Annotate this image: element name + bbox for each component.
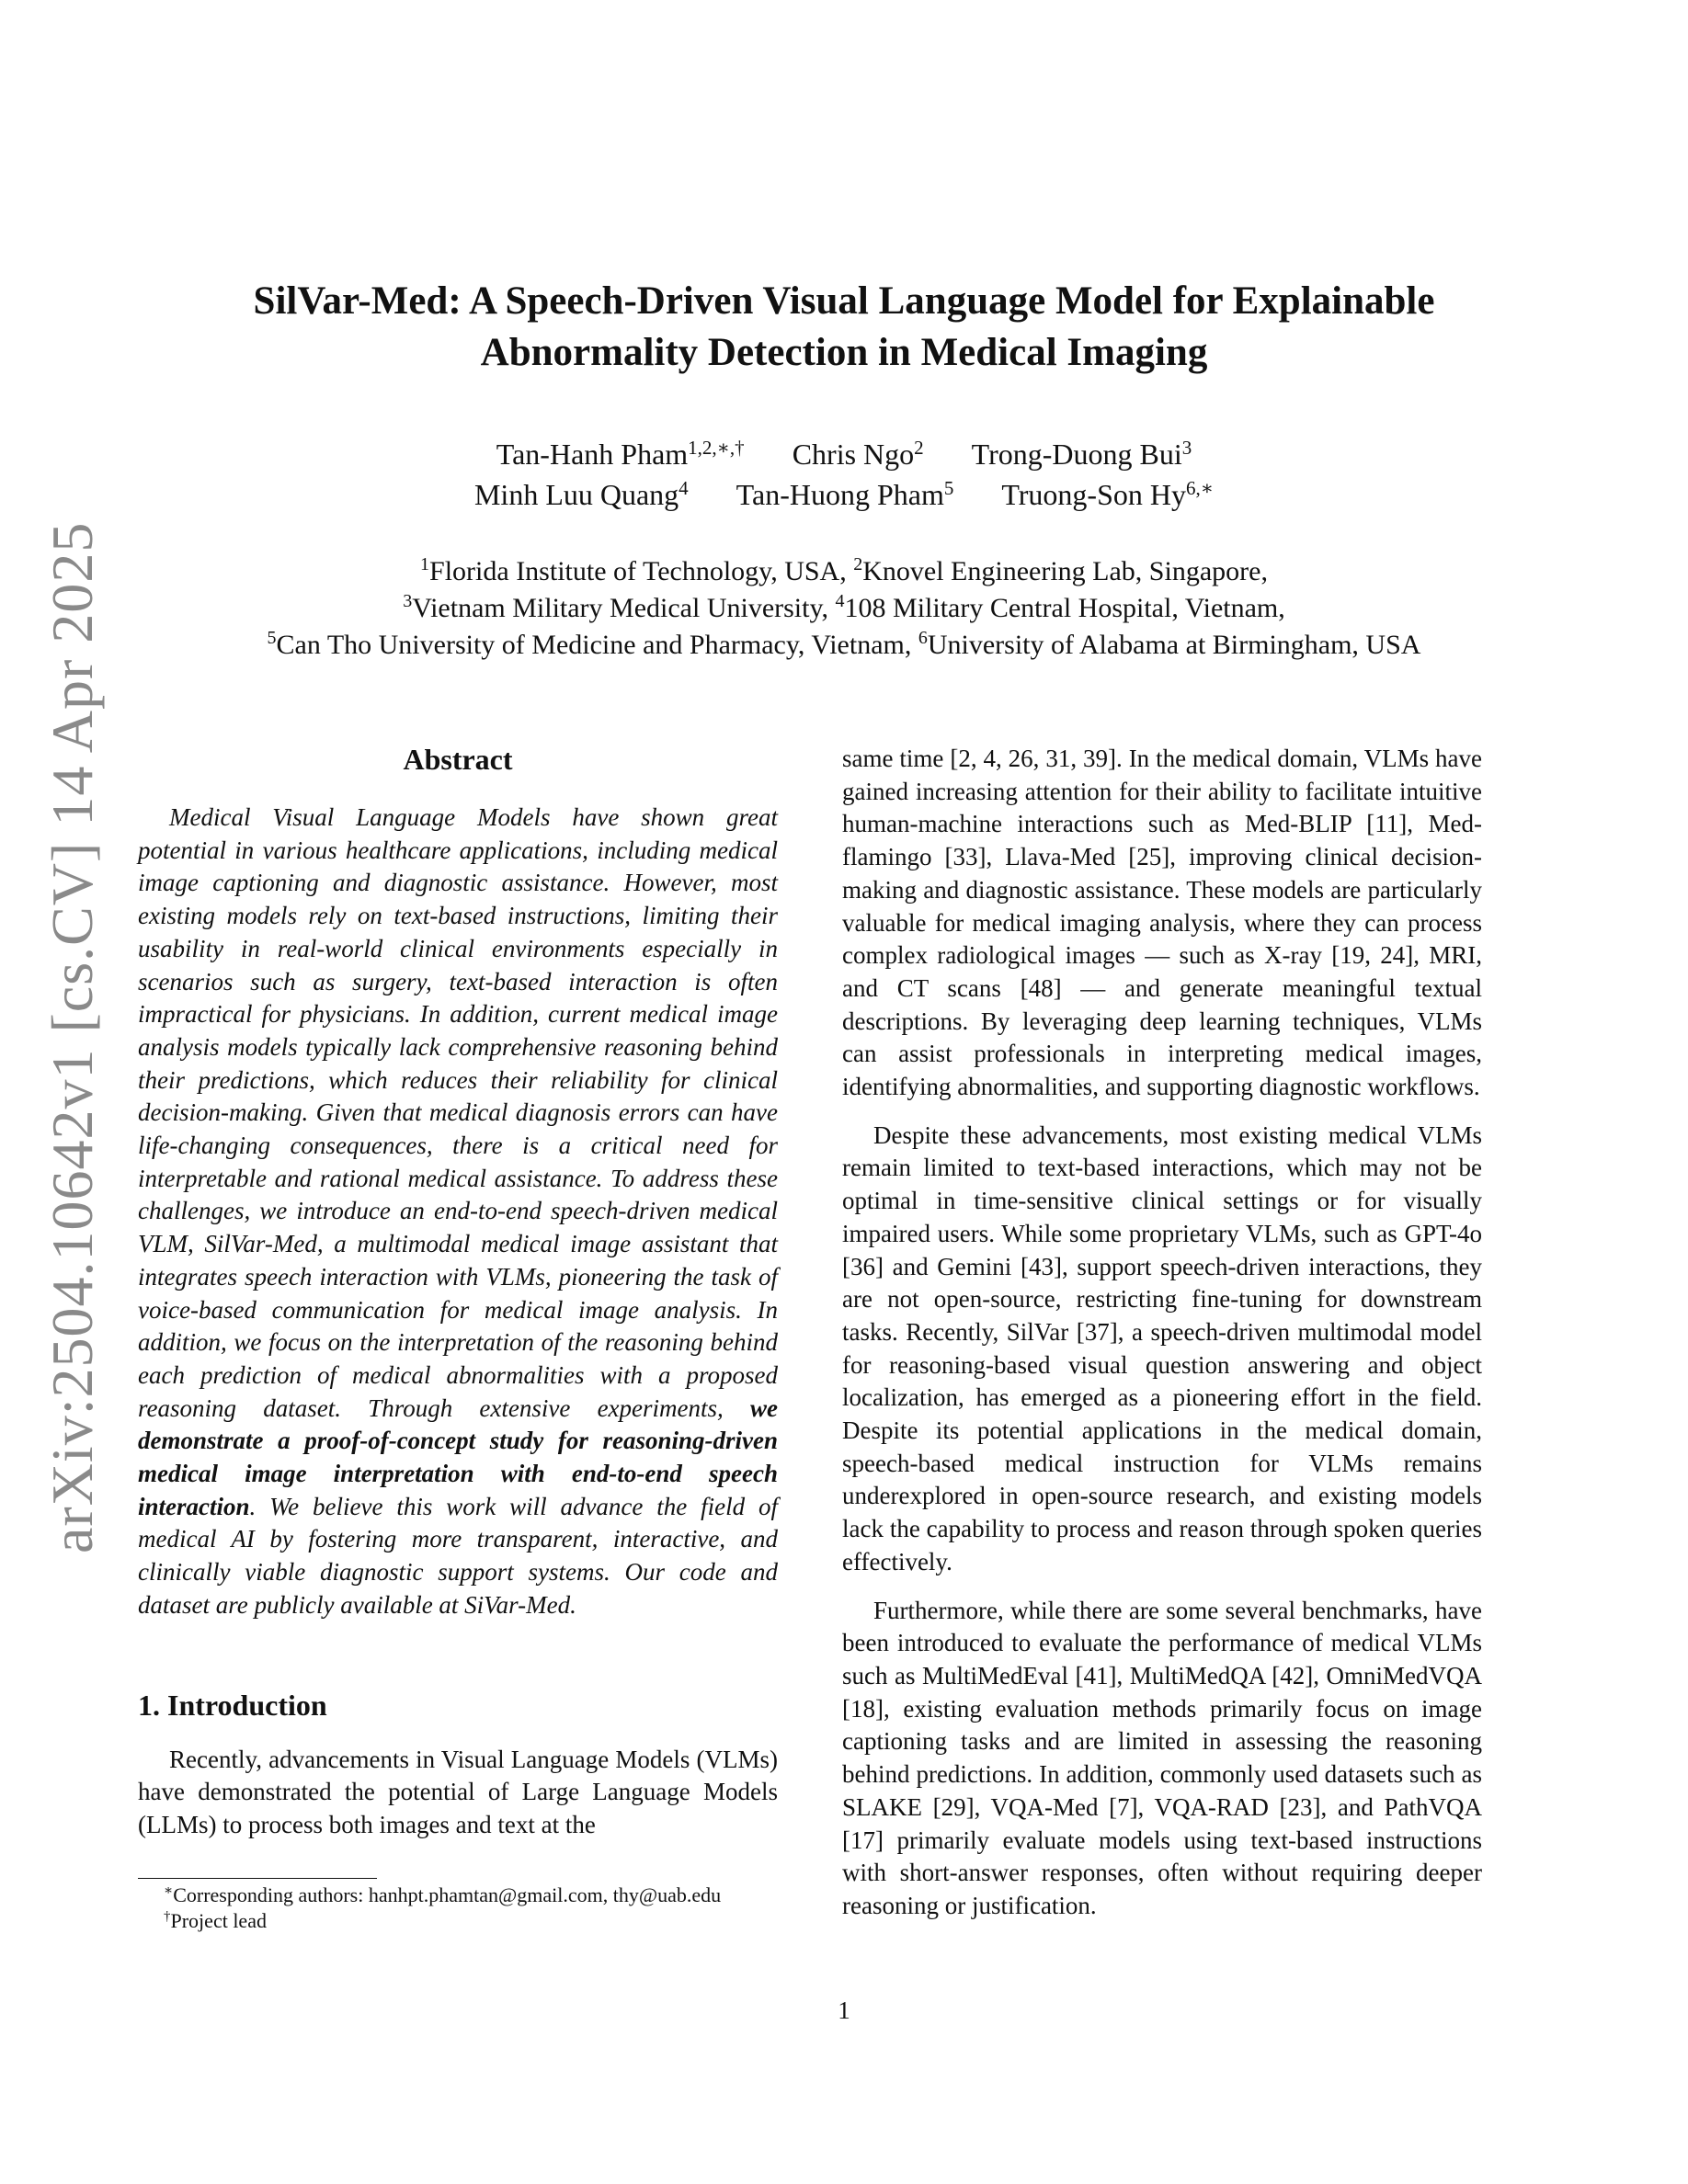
- author-row: [138, 474, 1550, 515]
- page-number: 1: [838, 1996, 850, 2024]
- footnotes: [138, 1879, 778, 1934]
- title-line: SilVar-Med: A Speech-Driven Visual Language Model for Explainable: [253, 279, 1435, 323]
- affiliation-mark: 3: [403, 591, 413, 611]
- intro-paragraph: Despite these advancements, most existing medical VLMs remain limited to text-based interactions, which may not be optimal in time-sensitive clinical settings or for visually impaired users. While some proprietary VLMs, such as GPT-4o [36] and Gemini [43], support speech-driven interactions, they are not open-source, restricting fine-tuning for downstream tasks. Recently, SilVar [37], a speech-driven multimodal model for reasoning-based visual question answering and object localization, has emerged as a pioneering effort in the field. Despite its potential applications in the medical domain, speech-based medical instruction for VLMs remains underexplored in open-source research, and existing models lack the capability to process and reason through spoken queries effectively.: [842, 1120, 1482, 1575]
- footnote-mark: ∗: [164, 1883, 174, 1898]
- left-column: [138, 741, 778, 1842]
- arxiv-identifier-stamp: arXiv:2504.10642v1 [cs.CV] 14 Apr 2025: [40, 521, 105, 1553]
- abstract-bold-text: we demonstrate a proof-of-concept study for reasoning-driven medical image interpretation with end-to-end speech interaction: [138, 1393, 778, 1520]
- author-affiliation-mark: 3: [1181, 437, 1192, 459]
- affiliation-list: [138, 553, 1550, 664]
- affiliation: Knovel Engineering Lab, Singapore,: [862, 556, 1268, 586]
- abstract-text-part: . We believe this work will advance the field of medical AI by fostering more transparent, interactive, and clinically viable diagnostic support systems. Our code and dataset are publicly available at SiVar-Med.: [138, 1492, 778, 1619]
- author-name: Minh Luu Quang: [473, 478, 679, 511]
- intro-paragraph-continued: same time [2, 4, 26, 31, 39]. In the medical domain, VLMs have gained increasing attention for their ability to facilitate intuitive human-machine interactions such as Med-BLIP [11], Med-flamingo [33], Llava-Med [25], improving clinical decision-making and diagnostic assistance. These models are particularly valuable for medical imaging analysis, where they can process complex radiological images — such as X-ray [19, 24], MRI, and CT scans [48] — and generate meaningful textual descriptions. By leveraging deep learning techniques, VLMs can assist professionals in interpreting medical images, identifying abnormalities, and supporting diagnostic workflows.: [842, 745, 1482, 1101]
- affiliation-row: [138, 627, 1550, 664]
- footnote-mark: †: [164, 1909, 171, 1924]
- abstract-text: [138, 802, 778, 1622]
- affiliation-mark: 1: [420, 554, 430, 574]
- author: [736, 478, 954, 511]
- affiliation-mark: 6: [918, 628, 928, 648]
- affiliation: Vietnam Military Medical University,: [412, 593, 829, 623]
- author-affiliation-mark: 5: [943, 477, 954, 499]
- author: [1001, 478, 1214, 511]
- footnote-text: Corresponding authors: hanhpt.phamtan@gmail.com, thy@uab.edu: [173, 1883, 722, 1906]
- author-name: Chris Ngo: [792, 438, 915, 471]
- affiliation: 108 Military Central Hospital, Vietnam,: [844, 593, 1285, 623]
- author-affiliation-mark: 4: [679, 477, 689, 499]
- footnote-text: Project lead: [170, 1909, 267, 1932]
- author-name: Tan-Hanh Pham: [496, 438, 689, 471]
- footnote: [138, 1883, 778, 1908]
- author: [793, 438, 924, 471]
- affiliation: Can Tho University of Medicine and Pharmacy, Vietnam,: [276, 630, 912, 660]
- affiliation: Florida Institute of Technology, USA,: [429, 556, 847, 586]
- author-row: [138, 434, 1550, 474]
- author-affiliation-mark: 1,2,∗,†: [688, 437, 745, 459]
- author: [496, 438, 745, 471]
- author-name: Trong-Duong Bui: [971, 438, 1182, 471]
- affiliation: University of Alabama at Birmingham, USA: [927, 630, 1421, 660]
- affiliation-row: [138, 590, 1550, 627]
- author-name: Tan-Huong Pham: [736, 478, 944, 511]
- author: [972, 438, 1192, 471]
- affiliation-mark: 4: [835, 591, 845, 611]
- intro-paragraph: Furthermore, while there are some several benchmarks, have been introduced to evaluate the performance of medical VLMs such as MultiMedEval [41], MultiMedQA [42], OmniMedVQA [18], existing evaluation methods primarily focus on image captioning tasks and are limited in assessing the reasoning behind predictions. In addition, commonly used datasets such as SLAKE [29], VQA-Med [7], VQA-RAD [23], and PathVQA [17] primarily evaluate models using text-based instructions with short-answer responses, often without requiring deeper reasoning or justification.: [842, 1596, 1482, 1919]
- footnote: [138, 1908, 778, 1934]
- author-name: Truong-Son Hy: [1001, 478, 1186, 511]
- affiliation-mark: 5: [267, 628, 277, 648]
- affiliation-row: [138, 553, 1550, 590]
- right-column: [842, 743, 1482, 1939]
- author-list: [138, 434, 1550, 515]
- author-affiliation-mark: 2: [914, 437, 924, 459]
- footnote-rule: [138, 1878, 377, 1879]
- affiliation-mark: 2: [853, 554, 863, 574]
- abstract-text-part: Medical Visual Language Models have shown great potential in various healthcare applications, including medical image captioning and diagnostic assistance. However, most existing models rely on text-based instructions, limiting their usability in real-world clinical environments especially in scenarios such as surgery, text-based interaction is often impractical for physicians. In addition, current medical image analysis models typically lack comprehensive reasoning behind their predictions, which reduces their reliability for clinical decision-making. Given that medical diagnosis errors can have life-changing consequences, there is a critical need for interpretable and rational medical assistance. To address these challenges, we introduce an end-to-end speech-driven medical VLM, SilVar-Med, a multimodal medical image assistant that integrates speech interaction with VLMs, pioneering the task of voice-based communication for medical image analysis. In addition, we focus on the interpretation of the reasoning behind each prediction of medical abnormalities with a proposed reasoning dataset. Through extensive experiments,: [138, 803, 778, 1422]
- author: [474, 478, 689, 511]
- paper-title: [138, 276, 1550, 379]
- abstract-heading: Abstract: [403, 743, 513, 776]
- intro-paragraph: Recently, advancements in Visual Language Models (VLMs) have demonstrated the potential of Large Language Models (LLMs) to process both images and text at the: [138, 1745, 778, 1838]
- author-affiliation-mark: 6,∗: [1185, 477, 1215, 499]
- title-line: Abnormality Detection in Medical Imaging: [480, 331, 1208, 374]
- section-heading-introduction: 1. Introduction: [138, 1688, 327, 1722]
